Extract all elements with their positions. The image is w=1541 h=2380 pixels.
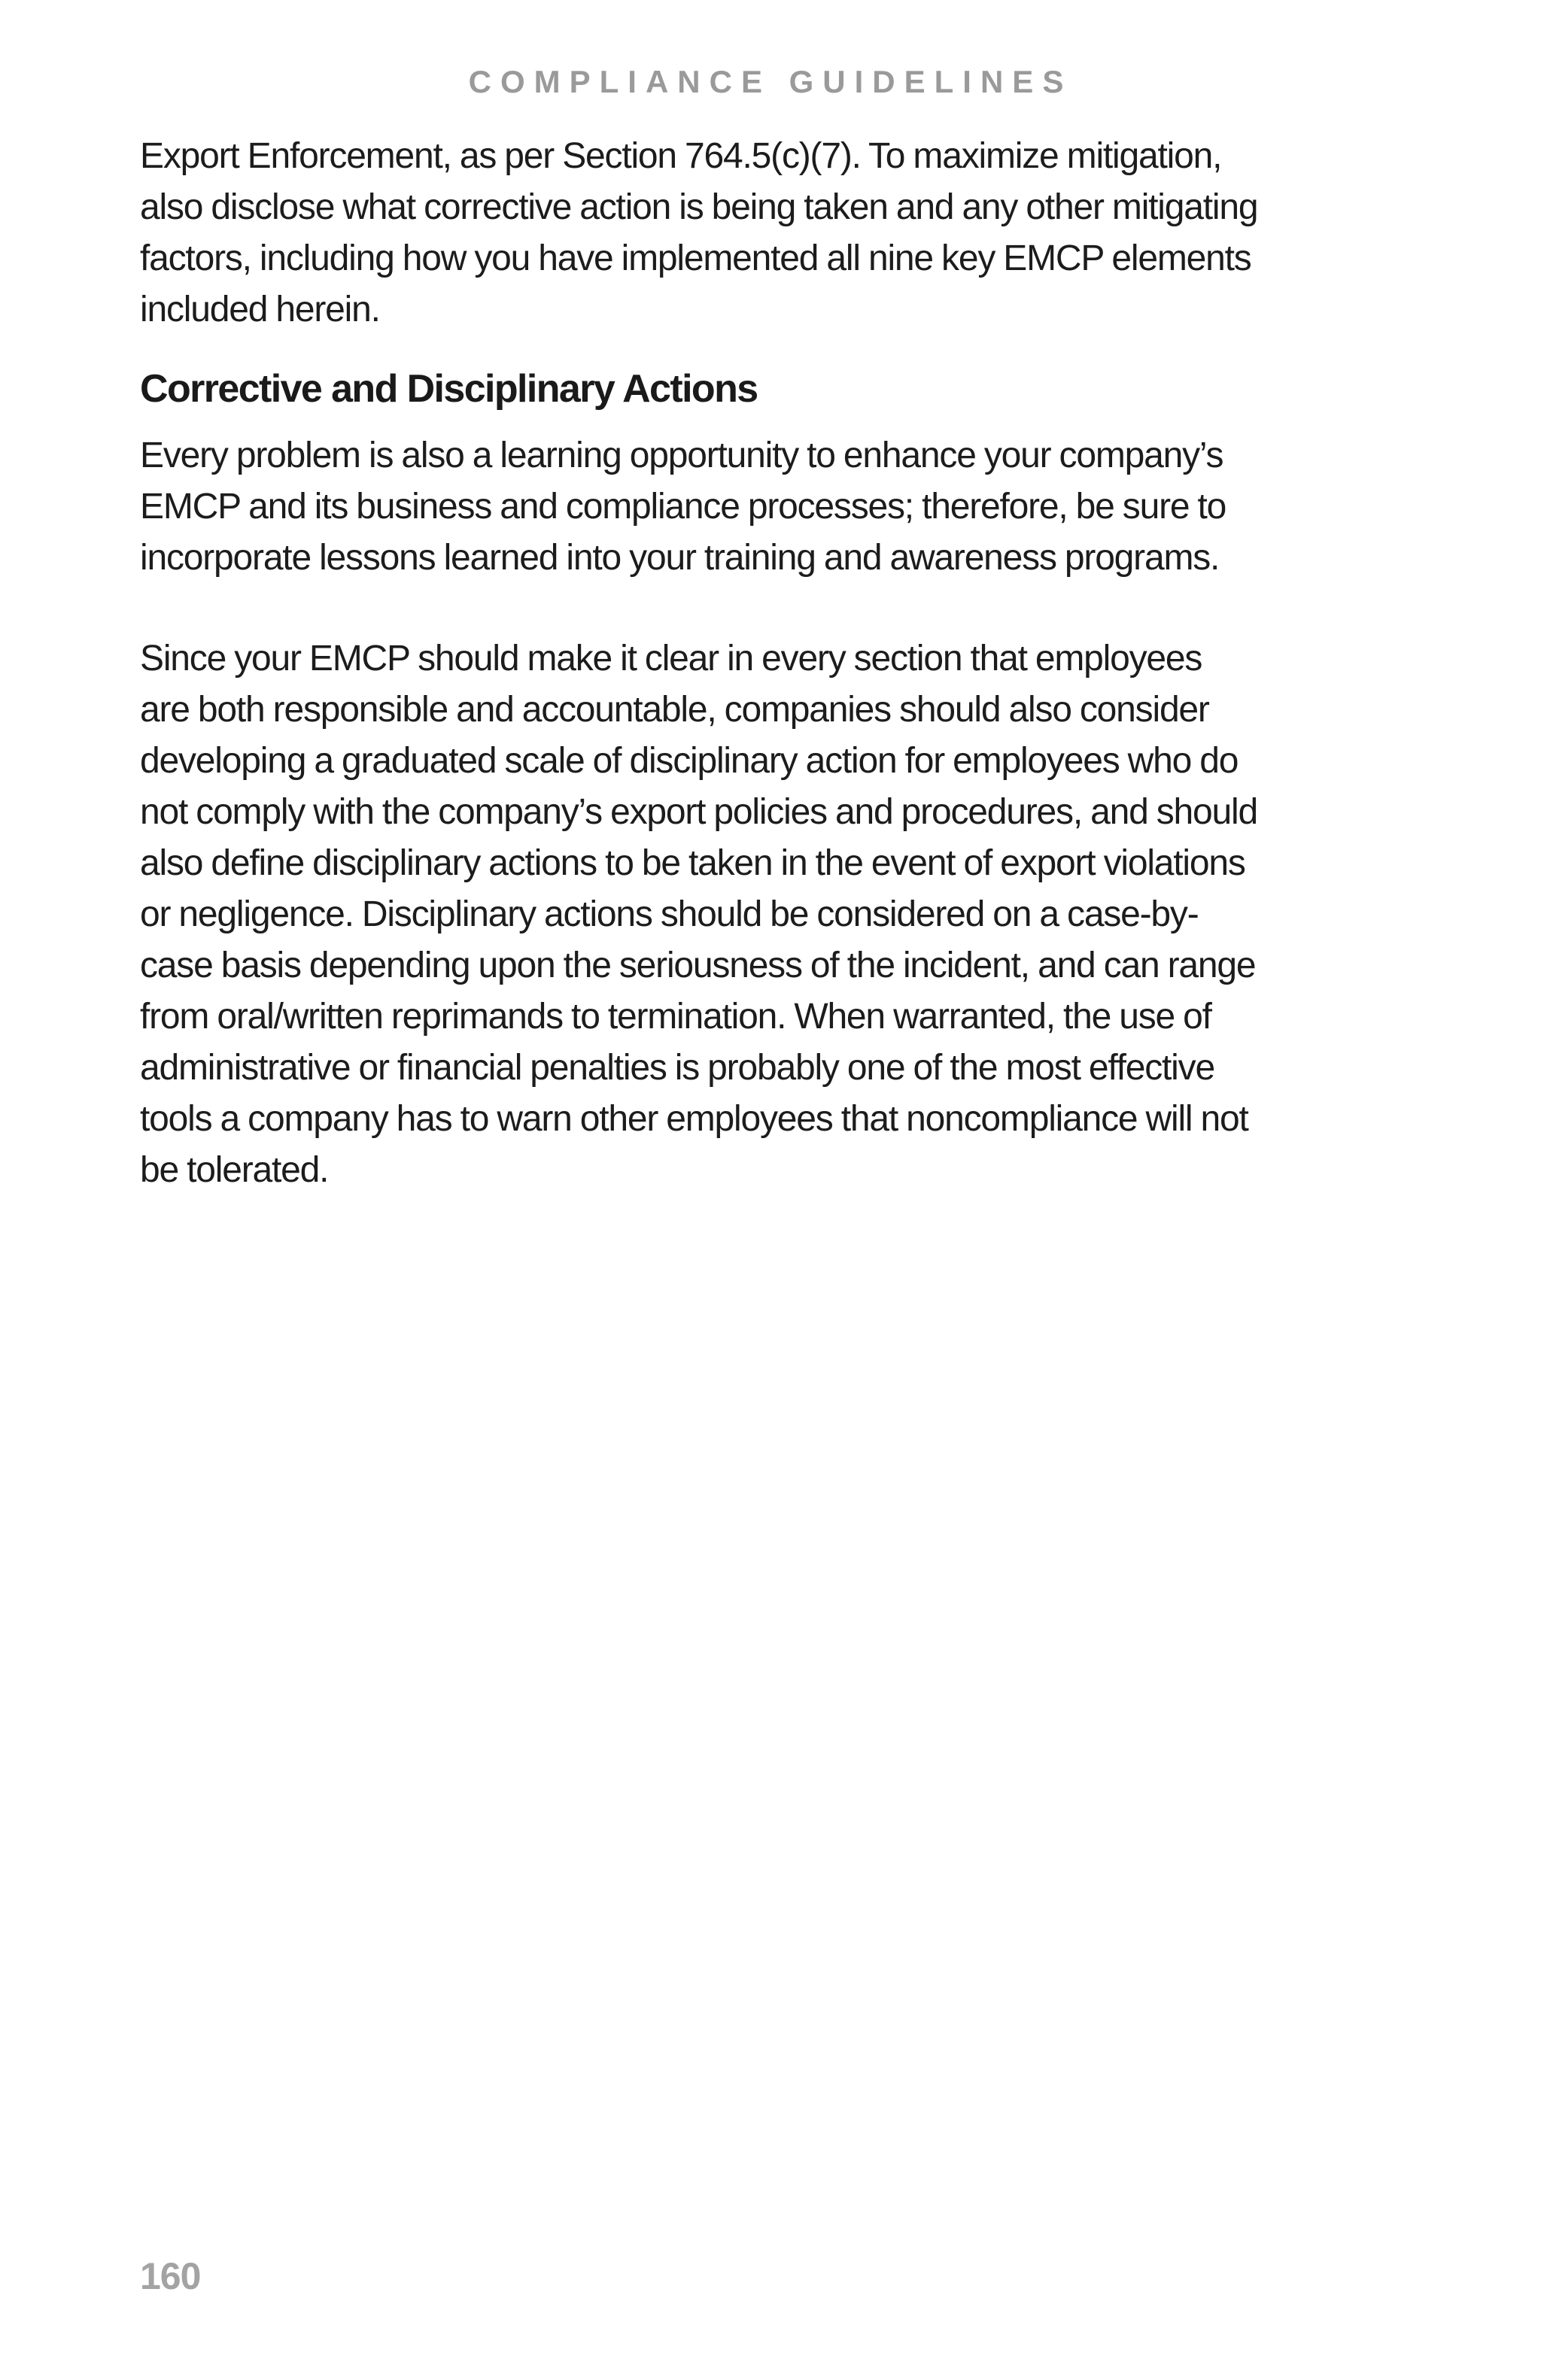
- text-line: be tolerated.: [140, 1150, 329, 1190]
- text-line: or negligence. Disciplinary actions should be considered on a case-by-: [140, 894, 1199, 934]
- text-line: EMCP and its business and compliance processes; therefore, be sure to: [140, 487, 1226, 527]
- text-line: incorporate lessons learned into your training and awareness programs.: [140, 538, 1220, 578]
- text-line: also define disciplinary actions to be taken in the event of export violations: [140, 843, 1245, 883]
- section-heading: Corrective and Disciplinary Actions: [140, 367, 758, 411]
- section-paragraph-2: [140, 633, 1412, 1196]
- text-line: Since your EMCP should make it clear in every section that employees: [140, 639, 1202, 678]
- text-line: Export Enforcement, as per Section 764.5(c)(7). To maximize mitigation,: [140, 136, 1222, 176]
- text-line: administrative or financial penalties is probably one of the most effective: [140, 1048, 1214, 1088]
- text-line: also disclose what corrective action is being taken and any other mitigating: [140, 187, 1258, 227]
- text-line: tools a company has to warn other employees that noncompliance will not: [140, 1099, 1248, 1139]
- body-text: [140, 131, 1412, 1196]
- running-head: COMPLIANCE GUIDELINES: [468, 64, 1073, 99]
- text-line: developing a graduated scale of disciplinary action for employees who do: [140, 741, 1239, 781]
- text-line: not comply with the company’s export policies and procedures, and should: [140, 792, 1257, 832]
- text-line: factors, including how you have implemented all nine key EMCP elements: [140, 238, 1251, 278]
- text-line: included herein.: [140, 290, 380, 329]
- text-line: Every problem is also a learning opportunity to enhance your company’s: [140, 436, 1223, 475]
- intro-paragraph: [140, 131, 1412, 335]
- text-line: case basis depending upon the seriousness of the incident, and can range: [140, 946, 1256, 985]
- text-line: from oral/written reprimands to termination. When warranted, the use of: [140, 997, 1211, 1037]
- text-line: are both responsible and accountable, companies should also consider: [140, 690, 1209, 730]
- section-paragraph-1: [140, 430, 1412, 584]
- page-number: 160: [140, 2255, 201, 2297]
